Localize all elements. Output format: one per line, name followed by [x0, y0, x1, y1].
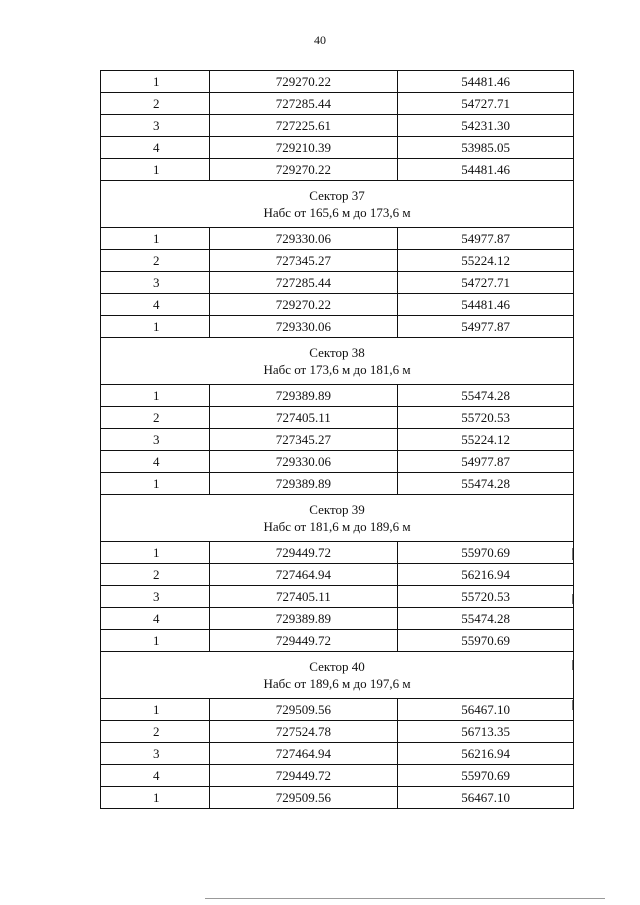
y-coordinate-cell: 55224.12 — [398, 250, 574, 272]
x-coordinate-cell: 729449.72 — [209, 765, 398, 787]
x-coordinate-cell: 727464.94 — [209, 564, 398, 586]
scan-edge-mark — [572, 548, 573, 560]
x-coordinate-cell: 729509.56 — [209, 787, 398, 809]
table-row — [101, 721, 574, 743]
y-coordinate-cell: 56467.10 — [398, 787, 574, 809]
sector-height-range: Набс от 165,6 м до 173,6 м — [263, 205, 411, 220]
x-coordinate-cell: 727345.27 — [209, 429, 398, 451]
y-coordinate-cell: 54727.71 — [398, 93, 574, 115]
point-number-cell: 2 — [101, 721, 210, 743]
y-coordinate-cell: 55224.12 — [398, 429, 574, 451]
table-row — [101, 159, 574, 181]
table-row — [101, 787, 574, 809]
table-row — [101, 542, 574, 564]
y-coordinate-cell: 55474.28 — [398, 385, 574, 407]
table-row — [101, 316, 574, 338]
x-coordinate-cell: 729270.22 — [209, 294, 398, 316]
table-row — [101, 429, 574, 451]
y-coordinate-cell: 54481.46 — [398, 71, 574, 93]
point-number-cell: 4 — [101, 765, 210, 787]
x-coordinate-cell: 727524.78 — [209, 721, 398, 743]
point-number-cell: 1 — [101, 71, 210, 93]
point-number-cell: 3 — [101, 272, 210, 294]
table-row — [101, 743, 574, 765]
y-coordinate-cell: 55970.69 — [398, 765, 574, 787]
scan-edge-mark — [572, 700, 573, 710]
table-row — [101, 294, 574, 316]
x-coordinate-cell: 729389.89 — [209, 473, 398, 495]
point-number-cell: 4 — [101, 451, 210, 473]
point-number-cell: 2 — [101, 250, 210, 272]
point-number-cell: 2 — [101, 407, 210, 429]
x-coordinate-cell: 729330.06 — [209, 451, 398, 473]
table-row — [101, 564, 574, 586]
table-row — [101, 137, 574, 159]
table-row — [101, 473, 574, 495]
sector-height-range: Набс от 189,6 м до 197,6 м — [263, 676, 411, 691]
point-number-cell: 4 — [101, 137, 210, 159]
x-coordinate-cell: 729270.22 — [209, 159, 398, 181]
x-coordinate-cell: 729330.06 — [209, 228, 398, 250]
point-number-cell: 1 — [101, 473, 210, 495]
table-row — [101, 272, 574, 294]
sector-header-cell — [101, 495, 574, 542]
x-coordinate-cell: 727285.44 — [209, 93, 398, 115]
y-coordinate-cell: 54481.46 — [398, 294, 574, 316]
y-coordinate-cell: 55720.53 — [398, 407, 574, 429]
scan-edge-mark — [572, 660, 573, 670]
sector-header-row — [101, 181, 574, 228]
point-number-cell: 3 — [101, 743, 210, 765]
table-row — [101, 765, 574, 787]
sector-title: Сектор 39 — [309, 502, 365, 517]
sector-height-range: Набс от 173,6 м до 181,6 м — [263, 362, 411, 377]
y-coordinate-cell: 53985.05 — [398, 137, 574, 159]
point-number-cell: 2 — [101, 564, 210, 586]
point-number-cell: 1 — [101, 699, 210, 721]
sector-title: Сектор 40 — [309, 659, 365, 674]
sector-title: Сектор 37 — [309, 188, 365, 203]
table-row — [101, 228, 574, 250]
sector-header-row — [101, 338, 574, 385]
x-coordinate-cell: 729389.89 — [209, 608, 398, 630]
table-row — [101, 407, 574, 429]
point-number-cell: 2 — [101, 93, 210, 115]
point-number-cell: 1 — [101, 228, 210, 250]
x-coordinate-cell: 727345.27 — [209, 250, 398, 272]
point-number-cell: 3 — [101, 586, 210, 608]
x-coordinate-cell: 729449.72 — [209, 542, 398, 564]
table-row — [101, 93, 574, 115]
x-coordinate-cell: 727225.61 — [209, 115, 398, 137]
page-number: 40 — [314, 33, 326, 47]
point-number-cell: 1 — [101, 542, 210, 564]
y-coordinate-cell: 56467.10 — [398, 699, 574, 721]
y-coordinate-cell: 54977.87 — [398, 228, 574, 250]
y-coordinate-cell: 55970.69 — [398, 542, 574, 564]
y-coordinate-cell: 56713.35 — [398, 721, 574, 743]
x-coordinate-cell: 729449.72 — [209, 630, 398, 652]
table-row — [101, 699, 574, 721]
y-coordinate-cell: 54481.46 — [398, 159, 574, 181]
y-coordinate-cell: 54727.71 — [398, 272, 574, 294]
y-coordinate-cell: 56216.94 — [398, 564, 574, 586]
point-number-cell: 1 — [101, 787, 210, 809]
page-bottom-edge — [205, 898, 605, 899]
point-number-cell: 1 — [101, 159, 210, 181]
sector-height-range: Набс от 181,6 м до 189,6 м — [263, 519, 411, 534]
point-number-cell: 1 — [101, 630, 210, 652]
point-number-cell: 3 — [101, 429, 210, 451]
sector-header-row — [101, 495, 574, 542]
table-row — [101, 608, 574, 630]
sector-header-cell — [101, 181, 574, 228]
x-coordinate-cell: 727405.11 — [209, 407, 398, 429]
sector-header-row — [101, 652, 574, 699]
coordinates-table — [100, 70, 574, 809]
scan-edge-mark — [572, 594, 573, 604]
x-coordinate-cell: 729330.06 — [209, 316, 398, 338]
sector-header-cell — [101, 652, 574, 699]
x-coordinate-cell: 729509.56 — [209, 699, 398, 721]
y-coordinate-cell: 56216.94 — [398, 743, 574, 765]
table-row — [101, 385, 574, 407]
point-number-cell: 3 — [101, 115, 210, 137]
x-coordinate-cell: 729389.89 — [209, 385, 398, 407]
table-row — [101, 115, 574, 137]
point-number-cell: 1 — [101, 385, 210, 407]
point-number-cell: 4 — [101, 294, 210, 316]
table-row — [101, 586, 574, 608]
y-coordinate-cell: 54977.87 — [398, 451, 574, 473]
y-coordinate-cell: 54977.87 — [398, 316, 574, 338]
x-coordinate-cell: 727464.94 — [209, 743, 398, 765]
sector-title: Сектор 38 — [309, 345, 365, 360]
y-coordinate-cell: 55474.28 — [398, 608, 574, 630]
table-row — [101, 630, 574, 652]
point-number-cell: 1 — [101, 316, 210, 338]
table-row — [101, 451, 574, 473]
x-coordinate-cell: 729270.22 — [209, 71, 398, 93]
sector-header-cell — [101, 338, 574, 385]
x-coordinate-cell: 727285.44 — [209, 272, 398, 294]
y-coordinate-cell: 55970.69 — [398, 630, 574, 652]
x-coordinate-cell: 729210.39 — [209, 137, 398, 159]
y-coordinate-cell: 54231.30 — [398, 115, 574, 137]
point-number-cell: 4 — [101, 608, 210, 630]
table-row — [101, 71, 574, 93]
y-coordinate-cell: 55720.53 — [398, 586, 574, 608]
y-coordinate-cell: 55474.28 — [398, 473, 574, 495]
table-row — [101, 250, 574, 272]
x-coordinate-cell: 727405.11 — [209, 586, 398, 608]
